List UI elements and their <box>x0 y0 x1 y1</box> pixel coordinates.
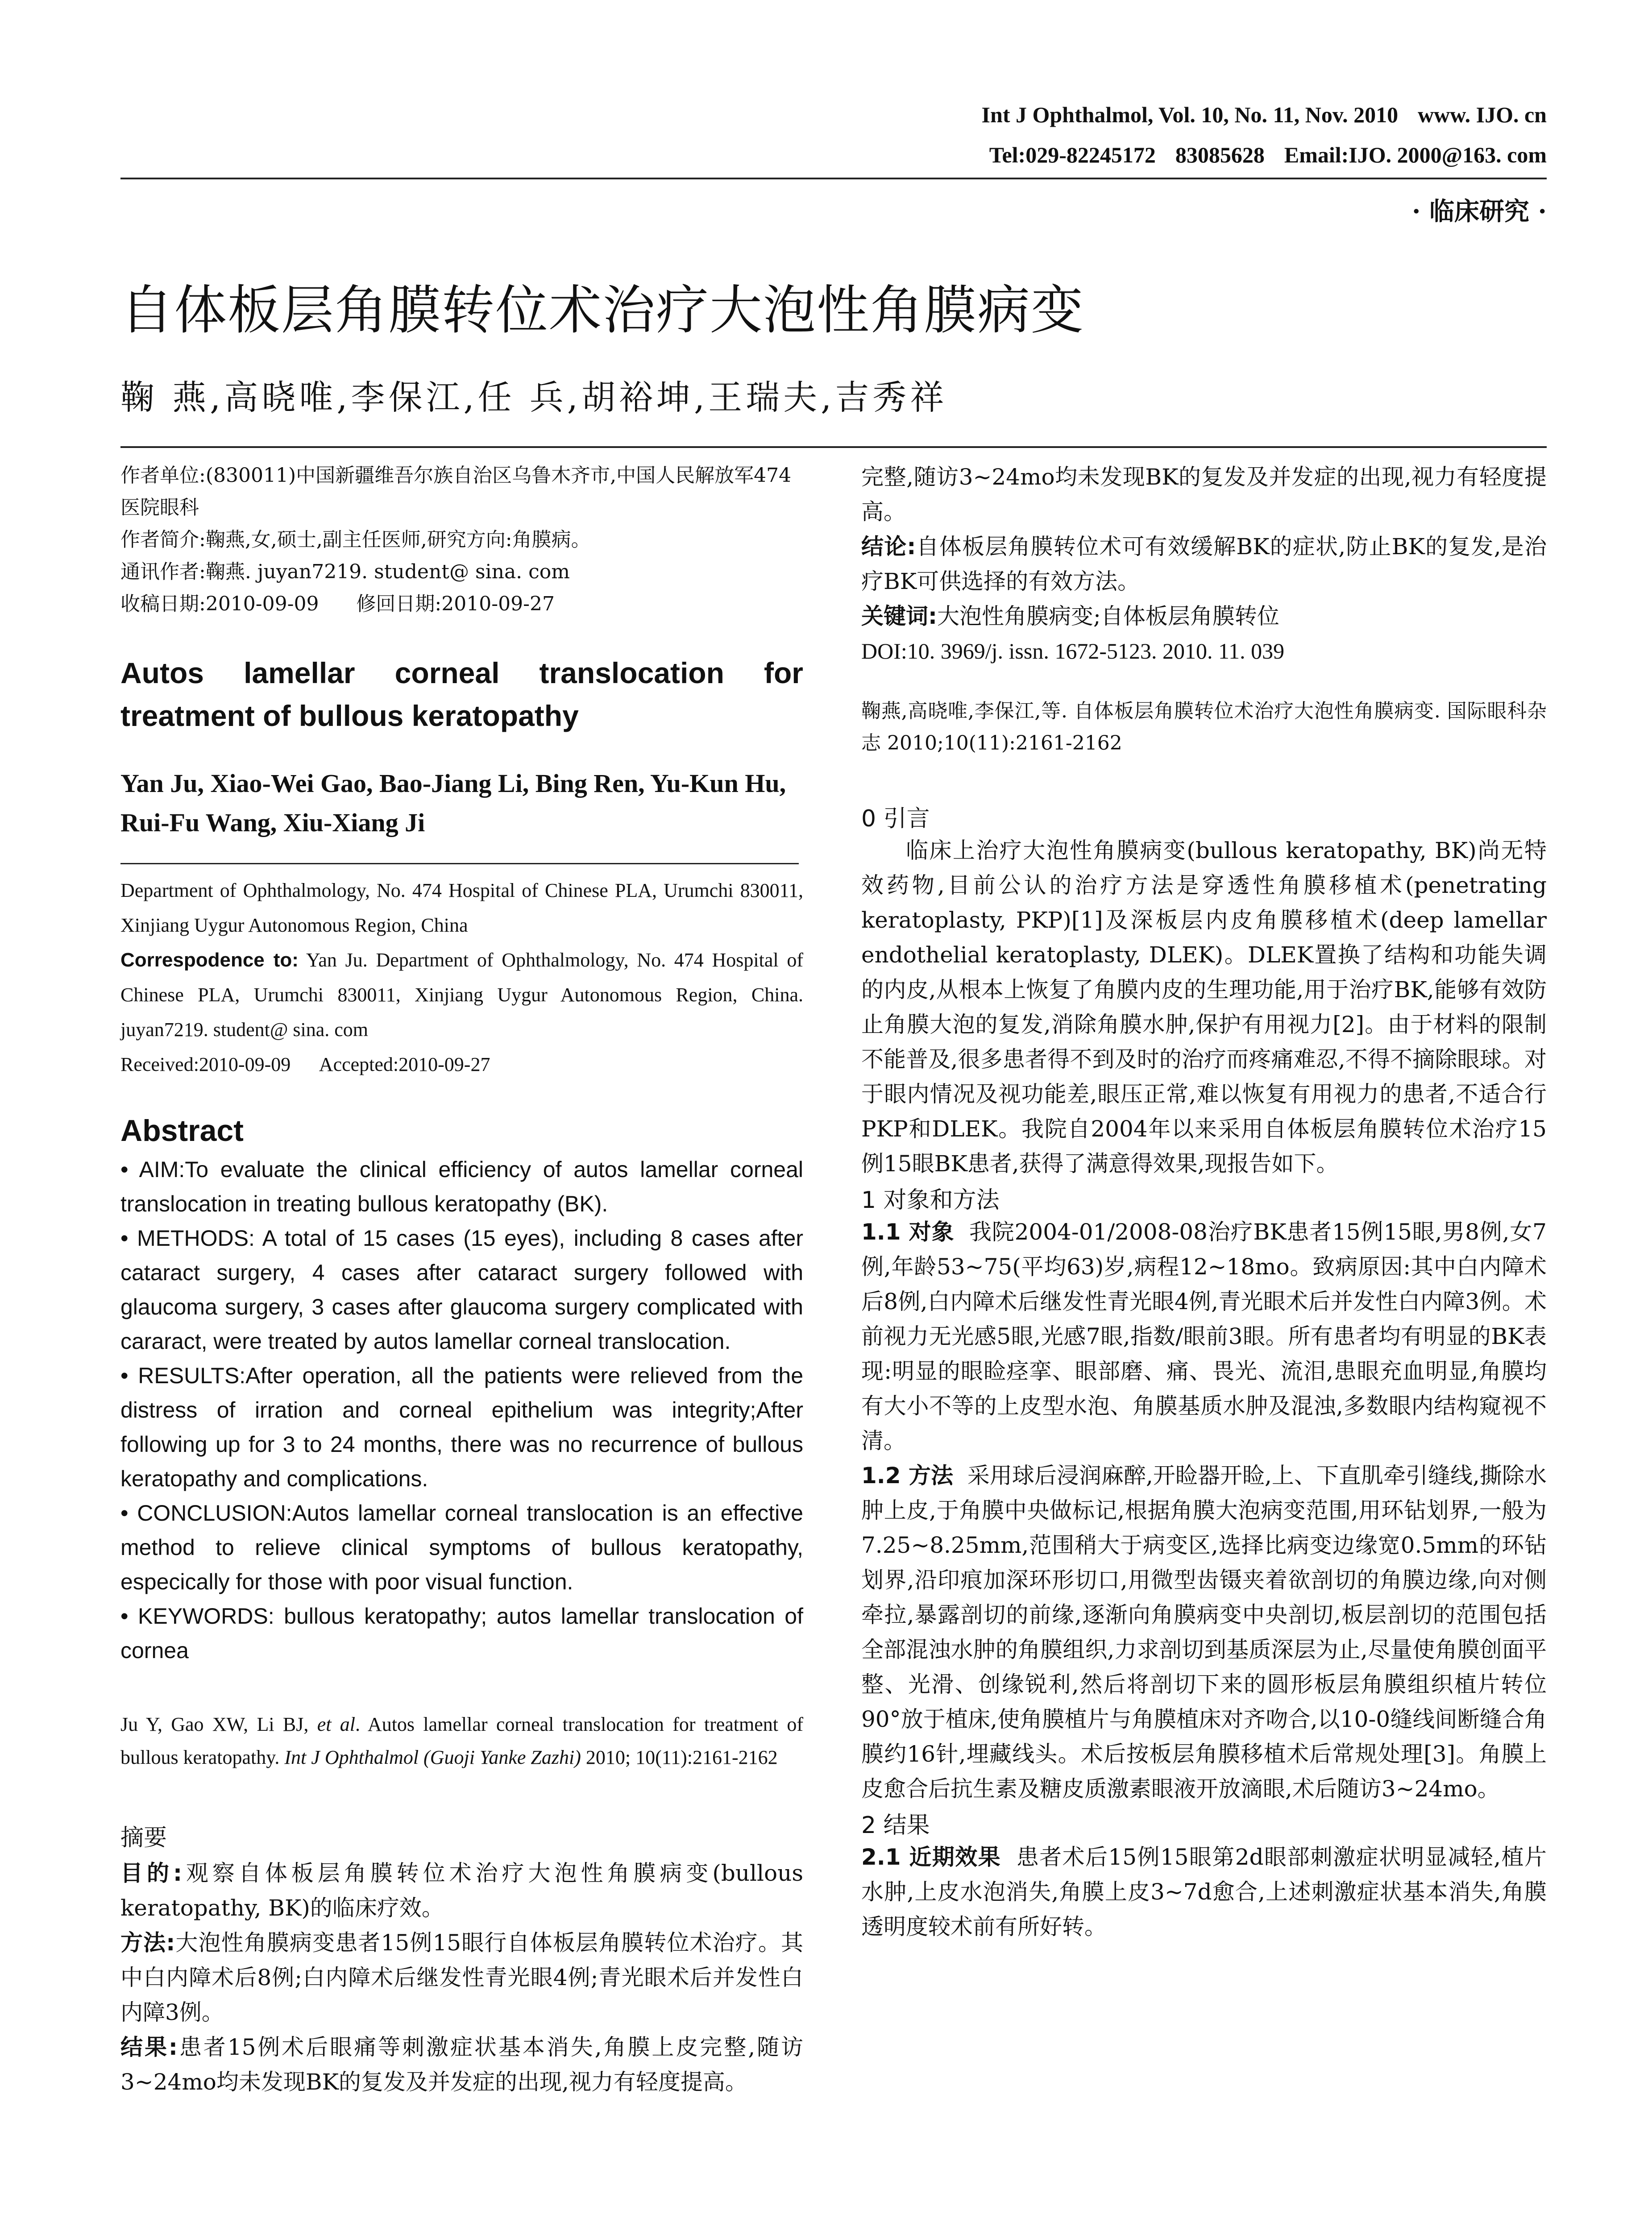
affil-rule <box>120 863 799 864</box>
abstract-heading: Abstract <box>120 1114 244 1148</box>
journal-tel: Tel:029-82245172 <box>989 142 1156 167</box>
abstract-cn-aim <box>120 1856 803 1925</box>
info-corresponding-cn: 通讯作者:鞠燕. juyan7219. student@ sina. com <box>120 560 570 583</box>
methods-text-cn: 大泡性角膜病变患者15例15眼行自体板层角膜转位术治疗。其中白内障术后8例;白内障术后继发性青光眼4例;青光眼术后并发性白内障3例。 <box>120 1930 804 2025</box>
english-authors: Yan Ju, Xiao-Wei Gao, Bao-Jiang Li, Bing Ren, Yu-Kun Hu, Rui-Fu Wang, Xiu-Xiang Ji <box>120 769 786 837</box>
right-column <box>861 460 1547 1944</box>
abstract-methods: • METHODS: A total of 15 cases (15 eyes), including 8 cases after cataract surgery, 4 cases after cataract surgery followed with glaucoma surgery, 3 cases after glaucoma surgery complicated with cararact, were treated by autos lamellar corneal translocation. <box>120 1226 803 1354</box>
english-title: Autos lamellar corneal translocation for treatment of bullous keratopathy <box>120 656 803 732</box>
abstract-cn-body <box>120 1856 804 2095</box>
abstract-results: • RESULTS:After operation, all the patients were relieved from the distress of irration and corneal epithelium was integrity;After following up for 3 to 24 months, there was no recurrence of bullous keratopathy and complications. <box>120 1363 803 1491</box>
intro-heading: 0 引言 <box>861 805 930 832</box>
section1-heading: 1 对象和方法 <box>861 1187 1000 1214</box>
affiliation-en <box>120 873 803 1082</box>
affiliation-text: Department of Ophthalmology, No. 474 Hospital of Chinese PLA, Urumchi 830011, Xinjiang Uygur Autonomous Region, China <box>120 879 803 936</box>
citation-volume: 2010; 10(11):2161-2162 <box>581 1746 778 1768</box>
page-title-cn: 自体板层角膜转位术治疗大泡性角膜病变 <box>120 279 1085 341</box>
section11 <box>861 1215 1547 1458</box>
abstract-cn-keywords <box>861 599 1547 634</box>
journal-header-line-1 <box>962 102 1547 128</box>
section12 <box>861 1458 1547 1806</box>
journal-site: www. IJO. cn <box>1418 102 1547 127</box>
abstract-conclusion: • CONCLUSION:Autos lamellar corneal translocation is an effective method to relieve clinical symptoms of bullous keratopathy, especically for those with poor visual function. <box>120 1501 803 1594</box>
dates-en: Received:2010-09-09 Accepted:2010-09-27 <box>120 1053 490 1075</box>
author-info-cn <box>120 460 803 620</box>
abstract-cn-heading: 摘要 <box>120 1825 167 1851</box>
section2-heading: 2 结果 <box>861 1812 930 1839</box>
citation-cn: 鞠燕,高晓唯,李保江,等. 自体板层角膜转位术治疗大泡性角膜病变. 国际眼科杂志 2010;10(11):2161-2162 <box>861 700 1547 755</box>
conclusion-text-cn: 自体板层角膜转位术可有效缓解BK的症状,防止BK的复发,是治疗BK可供选择的有效方法。 <box>861 534 1547 594</box>
doi: DOI:10. 3969/j. issn. 1672-5123. 2010. 11. 039 <box>861 639 1285 663</box>
section11-text: 我院2004-01/2008-08治疗BK患者15例15眼,男8例,女7例,年龄53~75(平均63)岁,病程12~18mo。致病原因:其中白内障术后8例,白内障术后继发性青光眼4例,青光眼术后并发性白内障3例。术前视力无光感5眼,光感7眼,指数/眼前3眼。所有患者均有明显的BK表现:明显的眼睑痉挛、眼部磨、痛、畏光、流泪,患眼充血明显,角膜均有大小不等的上皮型水泡、角膜基质水肿及混浊,多数眼内结构窥视不清。 <box>861 1219 1547 1454</box>
section21 <box>861 1840 1547 1944</box>
correspondence-text: Yan Ju. Department of Ophthalmology, No. 474 Hospital of Chinese PLA, Urumchi 830011, Xinjiang Uygur Autonomous Region, China. juyan7219. student@ sina. com <box>120 949 803 1041</box>
abstract-cn-results-cont: 完整,随访3~24mo均未发现BK的复发及并发症的出现,视力有轻度提高。 <box>861 464 1547 525</box>
intro-text: 临床上治疗大泡性角膜病变(bullous keratopathy, BK)尚无特效药物,目前公认的治疗方法是穿透性角膜移植术(penetrating keratoplasty, PKP)[1]及深板层内皮角膜移植术(deep lamellar endothelial keratoplasty, DLEK)。DLEK置换了结构和功能失调的内皮,从根本上恢复了角膜内皮的生理功能,用于治疗BK,能够有效防止角膜大泡的复发,消除角膜水肿,保护有用视力[2]。由于材料的限制不能普及,很多患者得不到及时的治疗而疼痛难忍,不得不摘除眼球。对于眼内情况及视功能差,眼压正常,难以恢复有用视力的患者,不适合行PKP和DLEK。我院自2004年以来采用自体板层角膜转位术治疗15例15眼BK患者,获得了满意得效果,现报告如下。 <box>861 838 1547 1177</box>
journal-info: Int J Ophthalmol, Vol. 10, No. 11, Nov. 2010 <box>981 102 1399 127</box>
citation-title: . Autos lamellar corneal translocation for treatment of bullous keratopathy. <box>120 1713 803 1768</box>
results-text-cn: 患者15例术后眼痛等刺激症状基本消失,角膜上皮完整,随访3~24mo均未发现BK的复发及并发症的出现,视力有轻度提高。 <box>120 2034 803 2095</box>
header-rule <box>120 178 1547 179</box>
abstract-aim: • AIM:To evaluate the clinical efficiency of autos lamellar corneal translocation in treating bullous keratopathy (BK). <box>120 1157 803 1216</box>
aim-label-cn: 目的: <box>120 1860 182 1886</box>
section-tag: · 临床研究 · <box>1412 197 1547 226</box>
citation-en <box>120 1708 803 1774</box>
journal-header-line-2 <box>970 142 1547 168</box>
info-bio-cn: 作者简介:鞠燕,女,硕士,副主任医师,研究方向:角膜病。 <box>120 528 591 551</box>
keywords-text-cn: 大泡性角膜病变;自体板层角膜转位 <box>937 603 1279 629</box>
abstract-cn-methods <box>120 1925 803 2030</box>
journal-tel2: 83085628 <box>1175 142 1265 167</box>
info-dates-cn: 收稿日期:2010-09-09 修回日期:2010-09-27 <box>120 593 555 615</box>
correspondence <box>120 943 803 1047</box>
journal-email: Email:IJO. 2000@163. com <box>1284 142 1547 167</box>
info-affiliation-cn: 作者单位:(830011)中国新疆维吾尔族自治区乌鲁木齐市,中国人民解放军474医院眼科 <box>120 464 792 519</box>
abstract-keywords: • KEYWORDS: bullous keratopathy; autos lamellar translocation of cornea <box>120 1604 803 1663</box>
title-rule <box>120 446 1547 448</box>
citation-journal: Int J Ophthalmol (Guoji Yanke Zazhi) <box>284 1746 581 1768</box>
abstract-body <box>120 1153 803 1668</box>
section11-label: 1.1 对象 <box>861 1219 955 1245</box>
section21-text: 患者术后15例15眼第2d眼部刺激症状明显减轻,植片水肿,上皮水泡消失,角膜上皮3~7d愈合,上述刺激症状基本消失,角膜透明度较术前有所好转。 <box>861 1844 1547 1940</box>
abstract-cn-conclusion <box>861 529 1547 599</box>
aim-text-cn: 观察自体板层角膜转位术治疗大泡性角膜病变(bullous keratopathy, BK)的临床疗效。 <box>120 1860 803 1921</box>
left-column <box>120 460 804 2095</box>
section12-text: 采用球后浸润麻醉,开睑器开睑,上、下直肌牵引缝线,撕除水肿上皮,于角膜中央做标记,根据角膜大泡病变范围,用环钻划界,一般为7.25~8.25mm,范围稍大于病变区,选择比病变边缘宽0.5mm的环钻划界,沿印痕加深环形切口,用微型齿镊夹着欲剖切的角膜边缘,向对侧牵拉,暴露剖切的前缘,逐渐向角膜病变中央剖切,板层剖切的范围包括全部混浊水肿的角膜组织,力求剖切到基质深层为止,尽量使角膜创面平整、光滑、创缘锐利,然后将剖切下来的圆形板层角膜组织植片转位90°放于植床,使角膜植片与角膜植床对齐吻合,以10-0缝线间断缝合角膜约16针,埋藏线头。术后按板层角膜移植术后常规处理[3]。角膜上皮愈合后抗生素及糖皮质激素眼液开放滴眼,术后随访3~24mo。 <box>861 1463 1547 1802</box>
abstract-cn-results-start <box>120 2030 803 2095</box>
keywords-label-cn: 关键词: <box>861 603 937 629</box>
conclusion-label-cn: 结论: <box>861 534 916 560</box>
section21-label: 2.1 近期效果 <box>861 1844 1001 1870</box>
section12-label: 1.2 方法 <box>861 1463 954 1489</box>
results-label-cn: 结果: <box>120 2034 178 2060</box>
citation-etal: et al <box>317 1713 356 1735</box>
authors-cn: 鞠 燕,高晓唯,李保江,任 兵,胡裕坤,王瑞夫,吉秀祥 <box>120 377 948 417</box>
correspondence-label: Correspodence to: <box>120 949 299 971</box>
methods-label-cn: 方法: <box>120 1930 175 1956</box>
citation-authors: Ju Y, Gao XW, Li BJ, <box>120 1713 317 1735</box>
